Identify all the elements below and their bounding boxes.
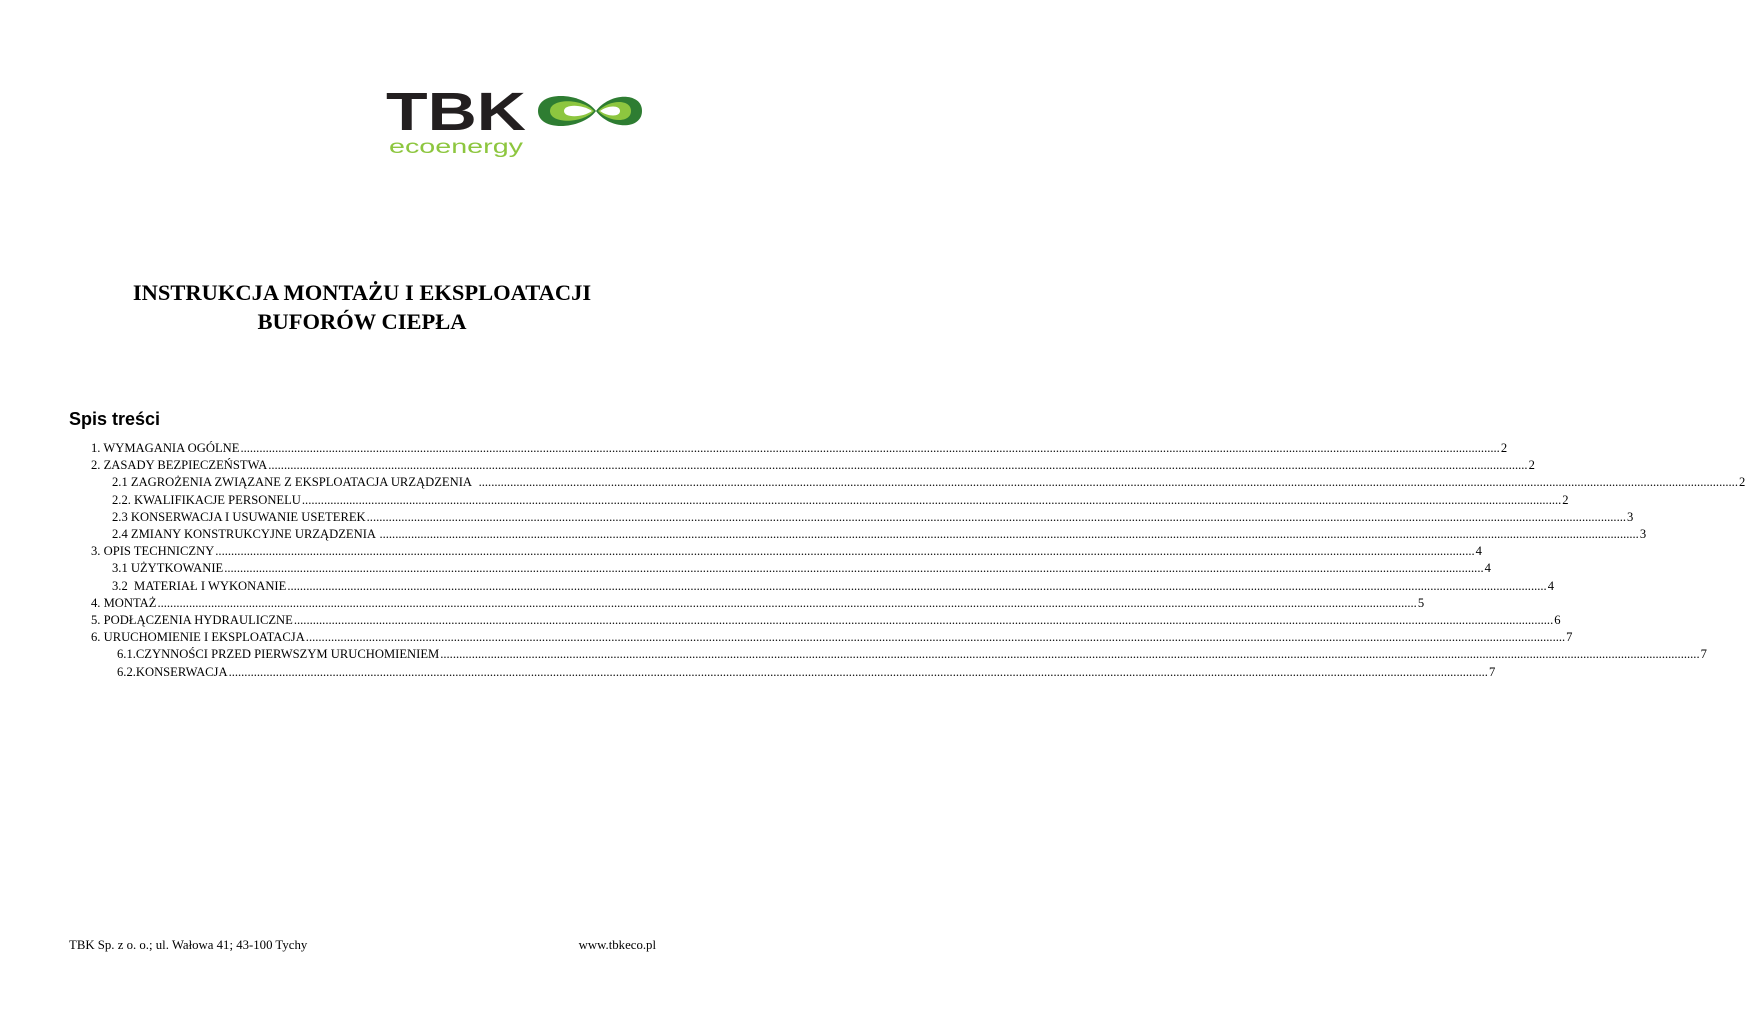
toc-entry-page: 4	[1475, 544, 1482, 559]
toc-entry-page: 2	[1500, 441, 1508, 455]
toc-entry-page: 3	[1627, 509, 1634, 524]
toc-entry[interactable]	[112, 526, 1647, 542]
footer-address: TBK Sp. z o. o.; ul. Wałowa 41; 43-100 Tychy	[69, 938, 308, 952]
toc-entry-label: 6.1.CZYNNOŚCI PRZED PIERWSZYM URUCHOMIENIEM	[117, 647, 440, 662]
toc-leader-dots: ................................................................................................................................................................................................................................................................................................................................................................................................................	[478, 475, 1738, 490]
toc-entry[interactable]	[112, 492, 1569, 508]
toc-entry[interactable]	[91, 440, 1508, 456]
toc-entry[interactable]	[112, 560, 1491, 576]
toc-leader-dots: ................................................................................................................................................................................................................................................................................................................................................................................................................	[379, 527, 1639, 541]
toc-entry-page: 2	[1528, 458, 1535, 473]
toc-entry[interactable]	[112, 474, 1745, 490]
toc-heading: Spis treści	[69, 409, 161, 429]
toc-entry-label: 3. OPIS TECHNICZNY	[91, 544, 215, 559]
logo-wordmark: TBK	[386, 82, 526, 142]
toc-entry[interactable]	[117, 664, 1496, 680]
infinity-leaf-icon	[538, 96, 642, 126]
footer-website: www.tbkeco.pl	[578, 938, 656, 952]
toc-entry-label: 3.2 MATERIAŁ I WYKONANIE	[112, 578, 287, 593]
toc-entry-label: 4. MONTAŻ	[91, 595, 157, 610]
toc-entry-label: 2.3 KONSERWACJA I USUWANIE USETEREK	[112, 509, 366, 524]
toc-entry-label: 6.2.KONSERWACJA	[117, 664, 228, 679]
toc-entry-page: 2	[1738, 475, 1745, 490]
toc-entry-label: 6. URUCHOMIENIE I EKSPLOATACJA	[91, 630, 305, 645]
toc-leader-dots: ................................................................................................................................................................................................................................................................................................................................................................................................................	[228, 664, 1488, 679]
toc-entry-page: 3	[1639, 527, 1647, 541]
title-line-1: INSTRUKCJA MONTAŻU I EKSPLOATACJI	[132, 280, 592, 305]
toc-entry-label: 2. ZASADY BEZPIECZEŃSTWA	[91, 458, 268, 473]
toc-entry-label: 2.4 ZMIANY KONSTRUKCYJNE URZĄDZENIA	[112, 527, 379, 541]
toc-entry[interactable]	[91, 457, 1535, 473]
toc-entry-page: 7	[1488, 664, 1496, 679]
toc-leader-dots: ................................................................................................................................................................................................................................................................................................................................................................................................................	[301, 492, 1562, 507]
toc-entry[interactable]	[91, 612, 1561, 628]
toc-leader-dots: ................................................................................................................................................................................................................................................................................................................................................................................................................	[440, 647, 1700, 662]
toc-entry[interactable]	[117, 646, 1707, 662]
toc-leader-dots: ................................................................................................................................................................................................................................................................................................................................................................................................................	[157, 595, 1417, 610]
tbk-ecoenergy-logo	[386, 82, 648, 158]
document-title	[60, 278, 664, 336]
toc-entry-page: 7	[1566, 630, 1573, 645]
toc-entry[interactable]	[112, 578, 1554, 594]
toc-entry-label: 1. WYMAGANIA OGÓLNE	[91, 441, 240, 455]
toc-entry-label: 3.1 UŻYTKOWANIE	[112, 561, 224, 576]
toc-entry-label: 5. PODŁĄCZENIA HYDRAULICZNE	[91, 613, 293, 627]
toc-leader-dots: ................................................................................................................................................................................................................................................................................................................................................................................................................	[366, 509, 1627, 524]
toc-entry-page: 7	[1700, 647, 1707, 662]
toc-leader-dots: ................................................................................................................................................................................................................................................................................................................................................................................................................	[293, 613, 1554, 627]
toc-entry-page: 4	[1547, 578, 1554, 593]
toc-entry[interactable]	[112, 509, 1634, 525]
toc-entry[interactable]	[91, 629, 1573, 645]
title-line-2: BUFORÓW CIEPŁA	[257, 309, 467, 334]
toc-entry[interactable]	[91, 543, 1482, 559]
toc-leader-dots: ................................................................................................................................................................................................................................................................................................................................................................................................................	[287, 578, 1547, 593]
toc-leader-dots: ................................................................................................................................................................................................................................................................................................................................................................................................................	[215, 544, 1475, 559]
toc-leader-dots: ................................................................................................................................................................................................................................................................................................................................................................................................................	[305, 630, 1566, 645]
toc-entry-page: 6	[1554, 613, 1561, 627]
toc-entry-page: 4	[1484, 561, 1491, 576]
toc-entry-page: 5	[1417, 595, 1425, 610]
toc-leader-dots: ................................................................................................................................................................................................................................................................................................................................................................................................................	[240, 441, 1500, 455]
logo-tagline: ecoenergy	[389, 137, 524, 158]
toc-entry-label: 2.2. KWALIFIKACJE PERSONELU	[112, 492, 301, 507]
toc-entry-label: 2.1 ZAGROŻENIA ZWIĄZANE Z EKSPLOATACJA URZĄDZENIA	[112, 475, 478, 490]
toc-leader-dots: ................................................................................................................................................................................................................................................................................................................................................................................................................	[224, 561, 1484, 576]
toc-entry-page: 2	[1562, 492, 1569, 507]
toc-entry[interactable]	[91, 595, 1425, 611]
toc-leader-dots: ................................................................................................................................................................................................................................................................................................................................................................................................................	[268, 458, 1528, 473]
